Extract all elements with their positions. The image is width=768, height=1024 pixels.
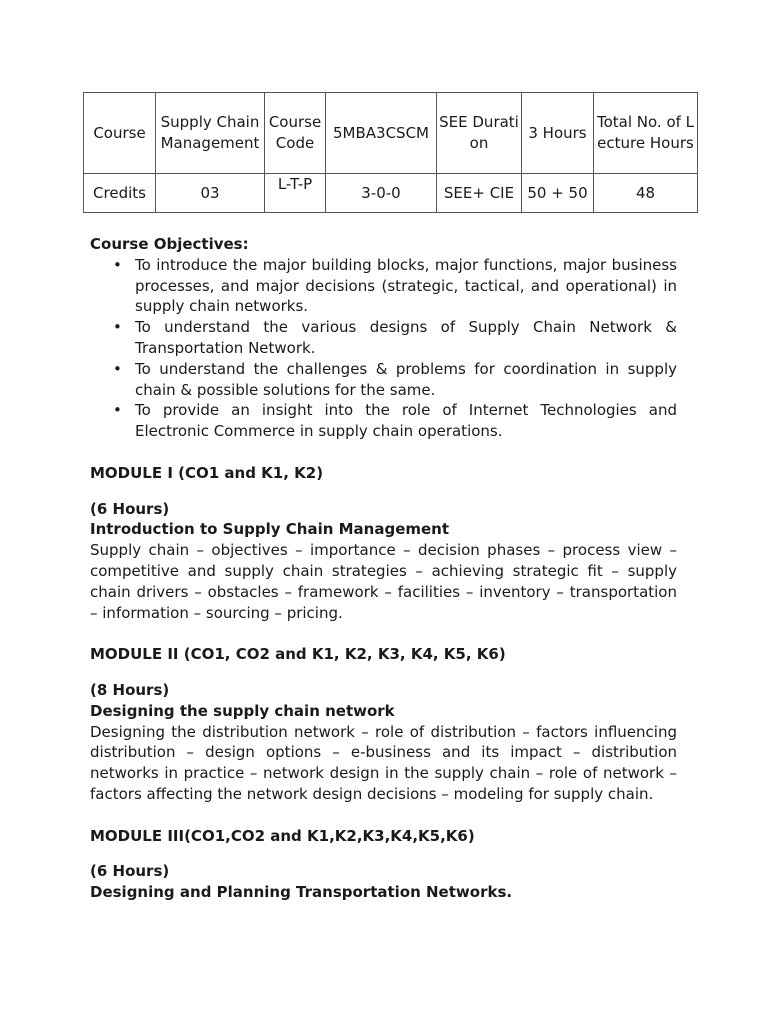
see-duration-label-cell: SEE Duration bbox=[437, 93, 522, 174]
list-item: • To understand the various designs of Supply Chain Network & Transportation Network. bbox=[135, 317, 677, 359]
module-subtitle: Introduction to Supply Chain Management bbox=[90, 520, 450, 539]
module-hours: (8 Hours) bbox=[90, 680, 170, 699]
see-cie-value-cell: 50 + 50 bbox=[522, 174, 594, 213]
module-hours: (6 Hours) bbox=[90, 499, 170, 518]
list-item: • To provide an insight into the role of Internet Technologies and Electronic Commerce in supply chain operations. bbox=[135, 400, 677, 442]
list-item: • To introduce the major building blocks, major functions, major business processes, and major decisions (strategic, tactical, and operational) in supply chain networks. bbox=[135, 255, 677, 317]
module-subtitle: Designing and Planning Transportation Networks. bbox=[90, 883, 513, 902]
table-row bbox=[84, 93, 698, 174]
ltp-value-cell: 3-0-0 bbox=[326, 174, 437, 213]
module-title: MODULE II (CO1, CO2 and K1, K2, K3, K4, K5, K6) bbox=[90, 645, 506, 664]
table-row bbox=[84, 174, 698, 213]
objectives-heading: Course Objectives: bbox=[90, 235, 249, 253]
ltp-label-cell: L-T-P bbox=[265, 174, 326, 213]
objectives-list bbox=[90, 255, 677, 442]
see-duration-value-cell: 3 Hours bbox=[522, 93, 594, 174]
module-title: MODULE III(CO1,CO2 and K1,K2,K3,K4,K5,K6) bbox=[90, 826, 475, 845]
credits-label-cell: Credits bbox=[84, 174, 156, 213]
module-subtitle: Designing the supply chain network bbox=[90, 701, 395, 720]
module-body: Designing the distribution network – role of distribution – factors influencing distribution – design options – e-business and its impact – distribution networks in practice – network design in the supply chain – role of network – factors affecting the network design decisions – modeling for supply chain. bbox=[90, 722, 677, 803]
course-code-value-cell: 5MBA3CSCM bbox=[326, 93, 437, 174]
course-name-cell: Supply Chain Management bbox=[156, 93, 265, 174]
course-label-cell: Course bbox=[84, 93, 156, 174]
module-title: MODULE I (CO1 and K1, K2) bbox=[90, 463, 324, 482]
lecture-hours-label-cell: Total No. of Lecture Hours bbox=[594, 93, 698, 174]
syllabus-content bbox=[90, 234, 677, 903]
lecture-hours-value-cell: 48 bbox=[594, 174, 698, 213]
course-code-label-cell: Course Code bbox=[265, 93, 326, 174]
module-hours: (6 Hours) bbox=[90, 862, 170, 881]
list-item: • To understand the challenges & problems for coordination in supply chain & possible solutions for the same. bbox=[135, 359, 677, 401]
see-cie-label-cell: SEE+ CIE bbox=[437, 174, 522, 213]
credits-value-cell: 03 bbox=[156, 174, 265, 213]
module-1 bbox=[90, 463, 677, 624]
module-body: Supply chain – objectives – importance – decision phases – process view – competitive and supply chain strategies – achieving strategic fit – supply chain drivers – obstacles – framework – facilities – inventory – transportation – information – sourcing – pricing. bbox=[90, 541, 677, 622]
module-2 bbox=[90, 644, 677, 805]
course-info-table bbox=[83, 92, 698, 213]
module-3 bbox=[90, 826, 677, 903]
